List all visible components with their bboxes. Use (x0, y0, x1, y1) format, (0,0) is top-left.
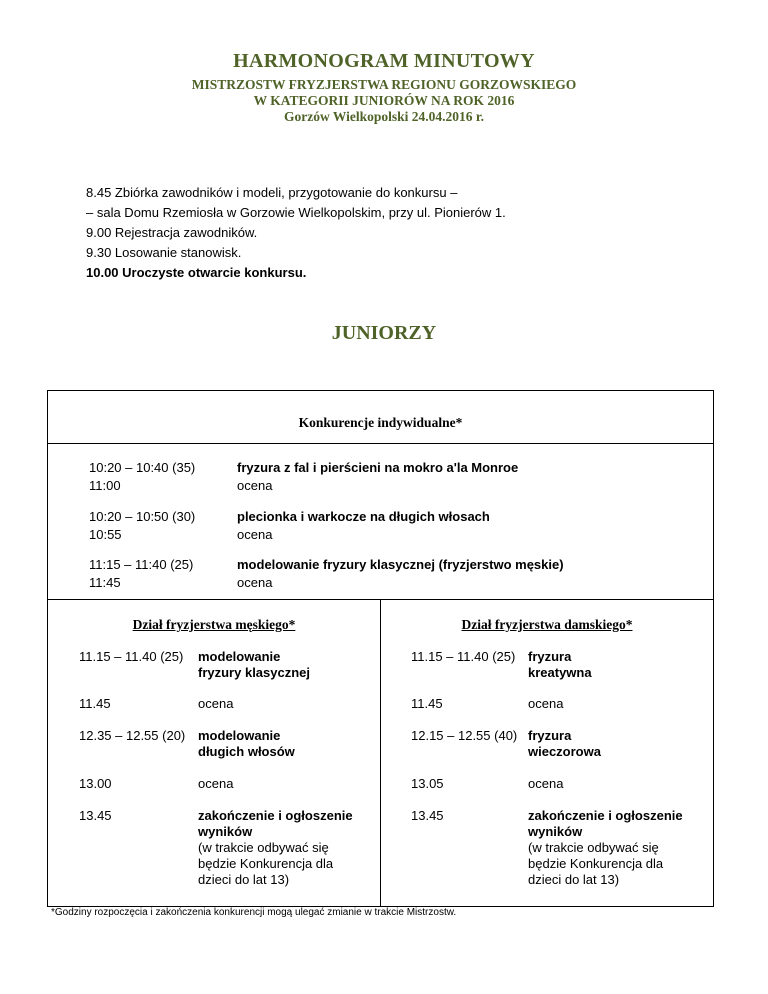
womens-desc (528, 808, 683, 888)
document-title: HARMONOGRAM MINUTOWY (233, 50, 535, 72)
individual-title: Konkurencje indywidualne* (298, 415, 463, 430)
row-event: fryzura z fal i pierścieni na mokro a'la Monroe (237, 460, 519, 475)
mens-desc (198, 728, 295, 760)
womens-desc (528, 776, 563, 792)
mens-time: 11.15 – 11.40 (25) (79, 649, 184, 664)
womens-desc (528, 696, 563, 712)
subtitle-line: MISTRZOSTW FRYZJERSTWA REGIONU GORZOWSKIEGO (191, 77, 577, 92)
document-subtitle (0, 77, 768, 125)
row-time: 11:15 – 11:40 (25) (89, 557, 194, 572)
desc-line: ocena (198, 696, 234, 711)
column-divider (380, 599, 381, 907)
intro-line: 9.00 Rejestracja zawodników. (86, 225, 258, 240)
mens-desc (198, 649, 310, 681)
intro-schedule (86, 183, 506, 283)
womens-time: 13.45 (411, 808, 444, 823)
desc-line: (w trakcie odbywać się (528, 840, 659, 855)
desc-line: ocena (198, 776, 234, 791)
womens-title: Dział fryzjerstwa damskiego* (461, 617, 633, 632)
desc-line: (w trakcie odbywać się (198, 840, 329, 855)
mens-title: Dział fryzjerstwa męskiego* (132, 617, 296, 632)
row-eval-time: 11:00 (89, 478, 121, 493)
desc-line: fryzura (528, 728, 572, 743)
desc-line: dzieci do lat 13) (528, 872, 620, 887)
mens-time: 12.35 – 12.55 (20) (79, 728, 186, 743)
subtitle-line: W KATEGORII JUNIORÓW NA ROK 2016 (253, 93, 515, 108)
desc-line: fryzury klasycznej (198, 665, 311, 680)
row-eval-time: 11:45 (89, 575, 121, 590)
mens-desc (198, 808, 353, 888)
desc-line: modelowanie (198, 649, 281, 664)
row-eval: ocena (237, 575, 273, 590)
desc-line: ocena (528, 776, 564, 791)
desc-line: modelowanie (198, 728, 281, 743)
desc-line: zakończenie i ogłoszenie (198, 808, 353, 823)
row-eval: ocena (237, 478, 273, 493)
row-event: plecionka i warkocze na długich włosach (237, 509, 490, 524)
desc-line: fryzura (528, 649, 572, 664)
mens-time: 13.00 (79, 776, 112, 791)
desc-line: będzie Konkurencja dla (198, 856, 334, 871)
desc-line: zakończenie i ogłoszenie (528, 808, 683, 823)
womens-time: 12.15 – 12.55 (40) (411, 728, 518, 743)
womens-desc (528, 649, 592, 681)
mens-desc (198, 696, 233, 712)
row-eval-time: 10:55 (89, 527, 122, 542)
divider (48, 443, 713, 444)
intro-line: 9.30 Losowanie stanowisk. (86, 245, 242, 260)
intro-line: 10.00 Uroczyste otwarcie konkursu. (86, 265, 307, 280)
womens-time: 11.45 (411, 696, 443, 711)
intro-line: 8.45 Zbiórka zawodników i modeli, przygotowanie do konkursu – (86, 185, 458, 200)
desc-line: wieczorowa (528, 744, 601, 759)
womens-desc (528, 728, 601, 760)
womens-time: 11.15 – 11.40 (25) (411, 649, 516, 664)
desc-line: ocena (528, 696, 564, 711)
intro-line: – sala Domu Rzemiosła w Gorzowie Wielkopolskim, przy ul. Pionierów 1. (86, 205, 506, 220)
row-time: 10:20 – 10:50 (30) (89, 509, 196, 524)
desc-line: długich włosów (198, 744, 295, 759)
desc-line: wyników (528, 824, 583, 839)
mens-time: 13.45 (79, 808, 112, 823)
desc-line: będzie Konkurencja dla (528, 856, 664, 871)
desc-line: dzieci do lat 13) (198, 872, 290, 887)
row-event: modelowanie fryzury klasycznej (fryzjerstwo męskie) (237, 557, 564, 572)
womens-time: 13.05 (411, 776, 444, 791)
footnote: *Godziny rozpoczęcia i zakończenia konkurencji mogą ulegać zmianie w trakcie Mistrzostw. (51, 907, 457, 918)
row-eval: ocena (237, 527, 273, 542)
mens-time: 11.45 (79, 696, 111, 711)
desc-line: wyników (198, 824, 253, 839)
section-title: JUNIORZY (331, 322, 437, 344)
schedule-table (47, 390, 714, 907)
subtitle-line: Gorzów Wielkopolski 24.04.2016 r. (283, 109, 485, 124)
desc-line: kreatywna (528, 665, 592, 680)
row-time: 10:20 – 10:40 (35) (89, 460, 196, 475)
mens-desc (198, 776, 233, 792)
